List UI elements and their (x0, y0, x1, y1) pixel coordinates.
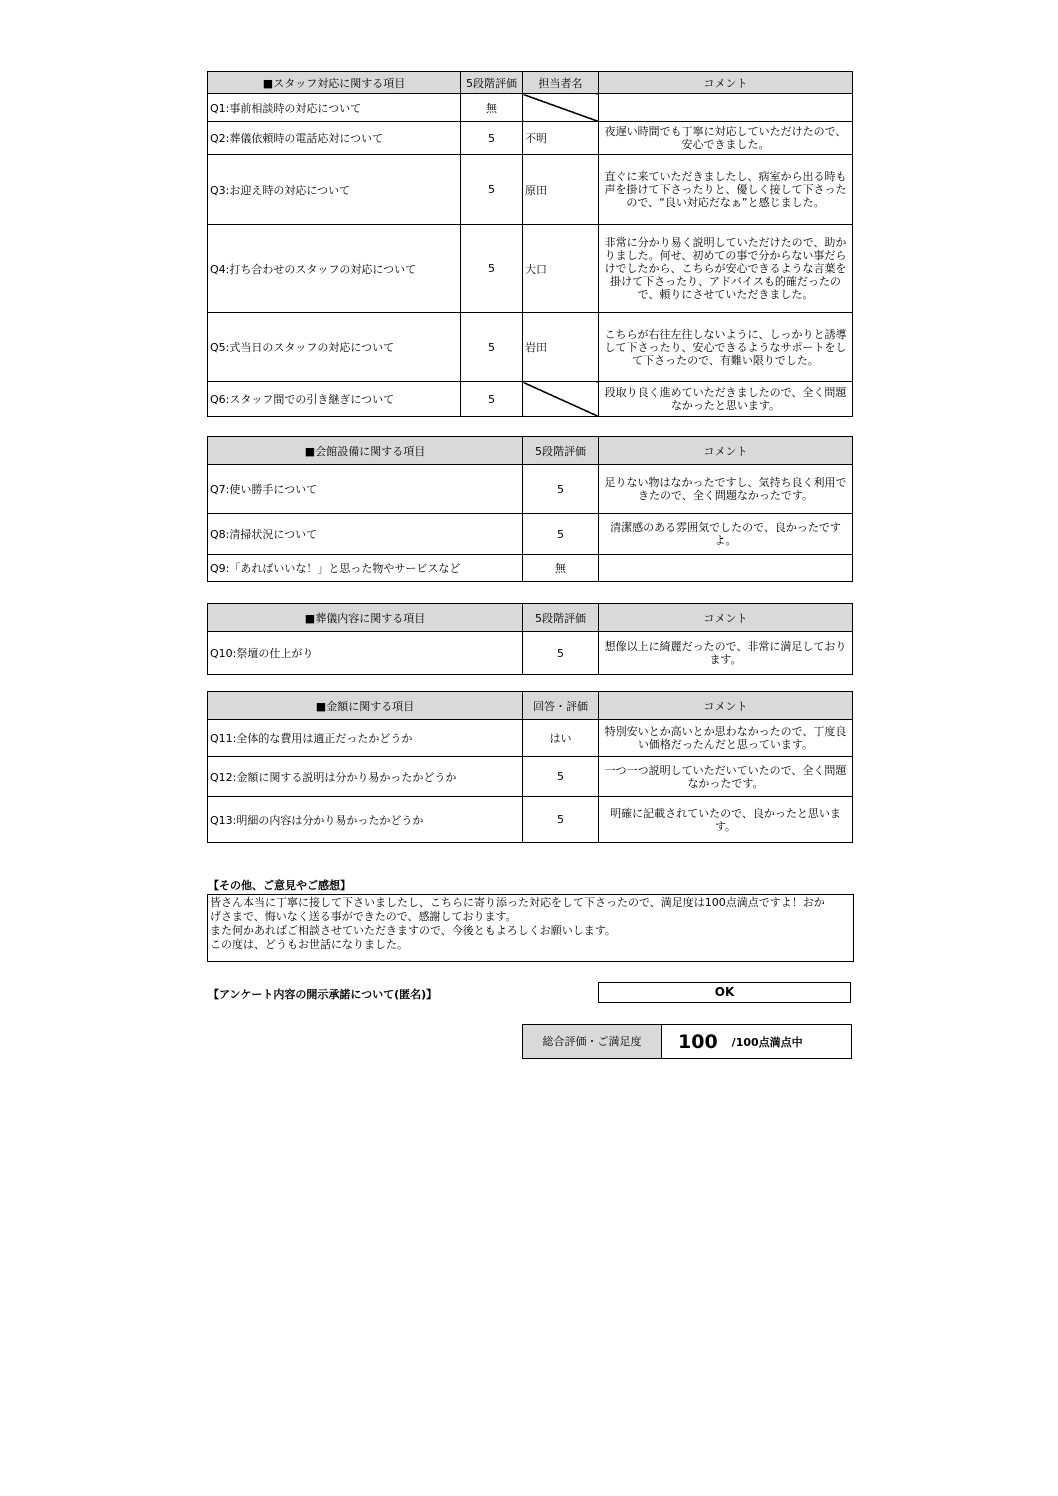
comment-header: コメント (599, 604, 853, 632)
table-header-row (208, 604, 853, 632)
comment-q10: 想像以上に綺麗だったので、非常に満足しております。 (599, 632, 853, 675)
table-row (208, 514, 853, 555)
consent-value: OK (598, 982, 851, 1003)
score-q13: 5 (523, 797, 599, 843)
facility-table (207, 436, 853, 582)
comment-q5: こちらが右往左往しないように、しっかりと誘導して下さったり、安心できるようなサポートをして下さったので、有難い限りでした。 (599, 313, 853, 382)
table-row (208, 720, 853, 757)
table-row (208, 757, 853, 797)
score-q7: 5 (523, 465, 599, 514)
person-q4: 大口 (523, 225, 599, 313)
comment-header: コメント (599, 72, 853, 94)
table-row (208, 122, 853, 155)
table-row (208, 155, 853, 225)
table-header-row (208, 437, 853, 465)
total-score-box (522, 1024, 852, 1059)
question-q9: Q9:「あればいいな！」と思った物やサービスなど (208, 555, 523, 582)
score-q10: 5 (523, 632, 599, 675)
comment-q12: 一つ一つ説明していただいていたので、全く問題なかったです。 (599, 757, 853, 797)
table-row (208, 555, 853, 582)
table-row (208, 382, 853, 417)
question-q5: Q5:式当日のスタッフの対応について (208, 313, 461, 382)
total-score-label: 総合評価・ご満足度 (523, 1025, 662, 1058)
question-q13: Q13:明細の内容は分かり易かったかどうか (208, 797, 523, 843)
question-q3: Q3:お迎え時の対応について (208, 155, 461, 225)
other-comments-box (207, 894, 854, 962)
table-row (208, 225, 853, 313)
other-comments-line: 皆さん本当に丁寧に接して下さいましたし、こちらに寄り添った対応をして下さったので、満足度は100点満点ですよ！おか (210, 896, 825, 909)
question-q11: Q11:全体的な費用は適正だったかどうか (208, 720, 523, 757)
comment-q6: 段取り良く進めていただきましたので、全く問題なかったと思います。 (599, 382, 853, 417)
score-q1: 無 (461, 94, 523, 122)
question-q10: Q10:祭壇の仕上がり (208, 632, 523, 675)
person-q2: 不明 (523, 122, 599, 155)
comment-header: コメント (599, 692, 853, 720)
score-q6: 5 (461, 382, 523, 417)
rating-header: 回答・評価 (523, 692, 599, 720)
comment-q2: 夜遅い時間でも丁寧に対応していただけたので、安心できました。 (599, 122, 853, 155)
comment-q11: 特別安いとか高いとか思わなかったので、丁度良い価格だったんだと思っています。 (599, 720, 853, 757)
person-q1-empty (523, 94, 599, 122)
total-score-number: 100 (678, 1030, 718, 1053)
other-comments-line: げさまで、悔いなく送る事ができたので、感謝しております。 (210, 910, 517, 923)
consent-label: 【アンケート内容の開示承諾について(匿名)】 (208, 988, 438, 1001)
rating-header: 5段階評価 (523, 604, 599, 632)
comment-q13: 明確に記載されていたので、良かったと思います。 (599, 797, 853, 843)
table-row (208, 797, 853, 843)
rating-header: 5段階評価 (461, 72, 523, 94)
section-title: ■金額に関する項目 (208, 692, 523, 720)
table-row (208, 632, 853, 675)
other-comments-title: 【その他、ご意見やご感想】 (208, 879, 351, 892)
funeral-table (207, 603, 853, 675)
table-row (208, 94, 853, 122)
section-title: ■葬儀内容に関する項目 (208, 604, 523, 632)
comment-q9 (599, 555, 853, 582)
question-q6: Q6:スタッフ間での引き継ぎについて (208, 382, 461, 417)
comment-q3: 直ぐに来ていただきましたし、病室から出る時も声を掛けて下さったりと、優しく接して下さったので、“良い対応だなぁ”と感じました。 (599, 155, 853, 225)
comment-q7: 足りない物はなかったですし、気持ち良く利用できたので、全く問題なかったです。 (599, 465, 853, 514)
question-q1: Q1:事前相談時の対応について (208, 94, 461, 122)
score-q9: 無 (523, 555, 599, 582)
section-title: ■スタッフ対応に関する項目 (208, 72, 461, 94)
question-q8: Q8:清掃状況について (208, 514, 523, 555)
score-q4: 5 (461, 225, 523, 313)
table-header-row (208, 692, 853, 720)
score-q8: 5 (523, 514, 599, 555)
person-q5: 岩田 (523, 313, 599, 382)
person-q3: 原田 (523, 155, 599, 225)
score-q3: 5 (461, 155, 523, 225)
section-title: ■会館設備に関する項目 (208, 437, 523, 465)
person-header: 担当者名 (523, 72, 599, 94)
question-q2: Q2:葬儀依頼時の電話応対について (208, 122, 461, 155)
other-comments-line: この度は、どうもお世話になりました。 (210, 938, 408, 951)
comment-header: コメント (599, 437, 853, 465)
staff-table (207, 71, 853, 417)
table-header-row (208, 72, 853, 94)
person-q6-empty (523, 382, 599, 417)
total-score-suffix: /100点満点中 (731, 1035, 803, 1049)
total-score-value (662, 1025, 803, 1058)
score-q11: はい (523, 720, 599, 757)
comment-q8: 清潔感のある雰囲気でしたので、良かったですよ。 (599, 514, 853, 555)
comment-q1 (599, 94, 853, 122)
score-q5: 5 (461, 313, 523, 382)
comment-q4: 非常に分かり易く説明していただけたので、助かりました。何せ、初めての事で分からない事だらけでしたから、こちらが安心できるような言葉を掛けて下さったり、アドバイスも的確だったので、頼りにさせていただきました。 (599, 225, 853, 313)
cost-table (207, 691, 853, 843)
score-q12: 5 (523, 757, 599, 797)
score-q2: 5 (461, 122, 523, 155)
rating-header: 5段階評価 (523, 437, 599, 465)
question-q12: Q12:金額に関する説明は分かり易かったかどうか (208, 757, 523, 797)
question-q4: Q4:打ち合わせのスタッフの対応について (208, 225, 461, 313)
table-row (208, 465, 853, 514)
other-comments-line: また何かあればご相談させていただきますので、今後ともよろしくお願いします。 (210, 924, 616, 937)
table-row (208, 313, 853, 382)
question-q7: Q7:使い勝手について (208, 465, 523, 514)
